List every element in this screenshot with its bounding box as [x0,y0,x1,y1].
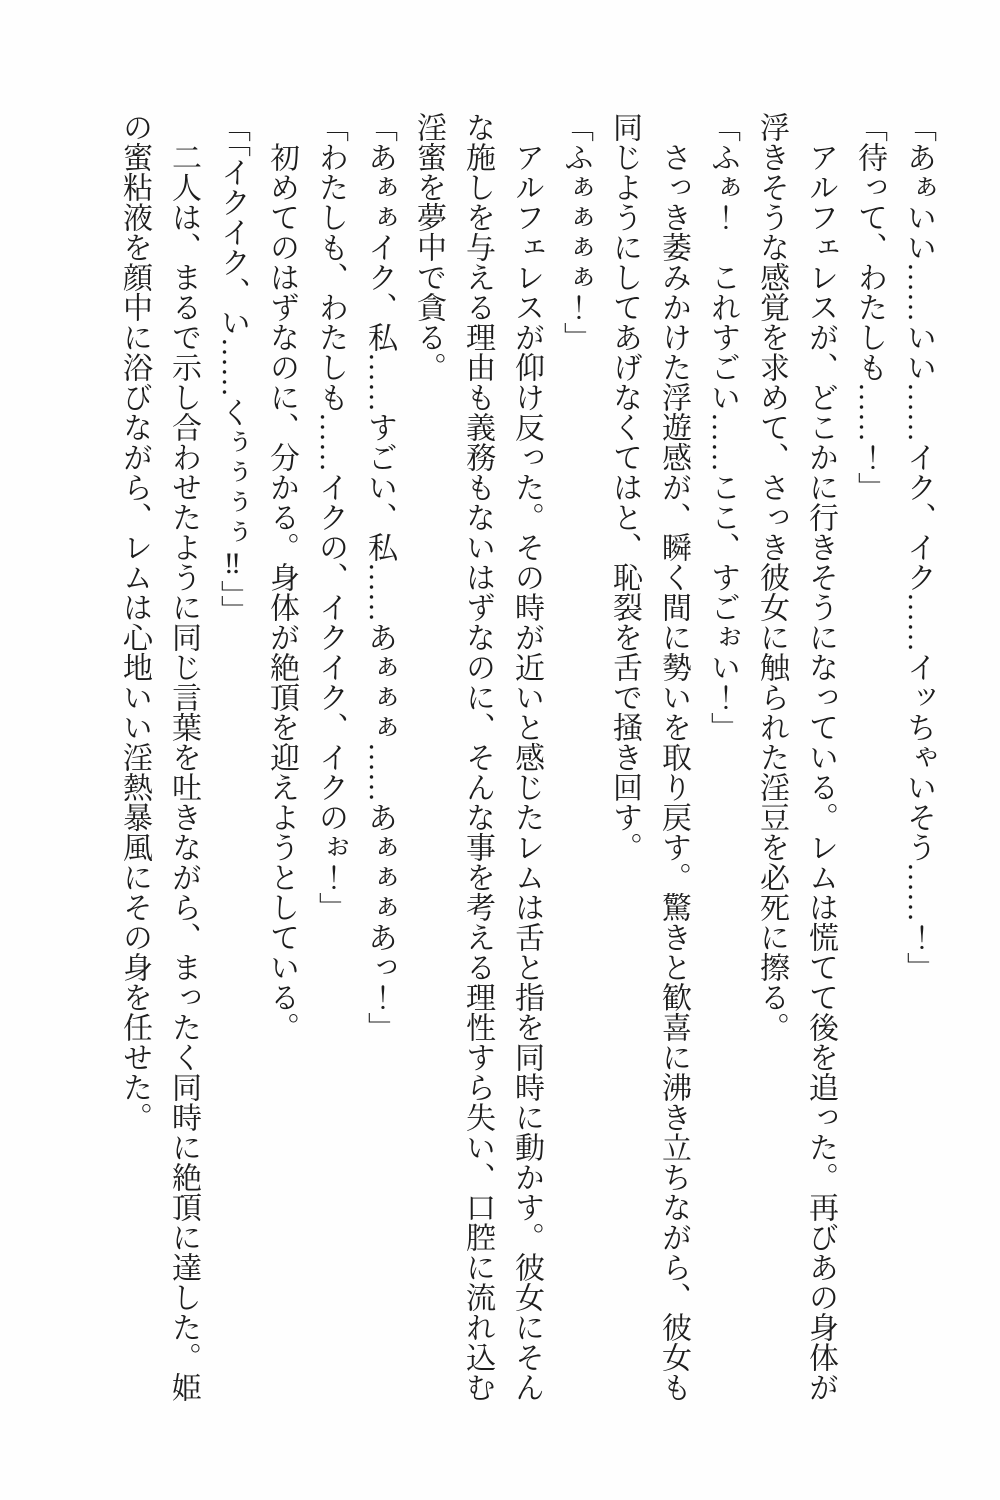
dialogue-paragraph: 「「イクイク、い……くぅぅぅぅ‼」」 [216,112,249,625]
dialogue-paragraph: 「待って、わたしも……！」 [853,112,886,502]
vertical-text-block [110,112,943,1404]
dialogue-paragraph: 「あぁいい……いい……イク、イク……イッちゃいそう……！」 [902,112,935,982]
narrative-paragraph: 初めてのはずなのに、分かる。身体が絶頂を迎えようとしている。 [265,112,298,1042]
dialogue-paragraph: 「ふぁ！ これすごい……ここ、すごぉい！」 [706,112,739,742]
dialogue-paragraph: 「ふぁぁぁぁ！」 [559,112,592,352]
dialogue-paragraph: 「あぁぁイク、私……すごい、私……あぁぁぁ……あぁぁぁあっ！」 [363,112,396,1042]
dialogue-paragraph: 「わたしも、わたしも……イクの、イクイク、イクのぉ！」 [314,112,347,922]
narrative-paragraph: アルフェレスが、どこかに行きそうになっている。レムは慌てて後を追った。再びあの身体が浮きそうな感覚を求めて、さっき彼女に触られた淫豆を必死に擦る。 [755,112,837,1402]
narrative-paragraph: 二人は、まるで示し合わせたように同じ言葉を吐きながら、まったく同時に絶頂に達した。姫の蜜粘液を顔中に浴びながら、レムは心地いい淫熱暴風にその身を任せた。 [118,112,200,1402]
narrative-paragraph: さっき萎みかけた浮遊感が、瞬く間に勢いを取り戻す。驚きと歓喜に沸き立ちながら、彼女も同じようにしてあげなくてはと、恥裂を舌で掻き回す。 [608,112,690,1402]
narrative-paragraph: アルフェレスが仰け反った。その時が近いと感じたレムは舌と指を同時に動かす。彼女にそんな施しを与える理由も義務もないはずなのに、そんな事を考える理性すら失い、口腔に流れ込む淫蜜を夢中で貪る。 [412,112,543,1402]
